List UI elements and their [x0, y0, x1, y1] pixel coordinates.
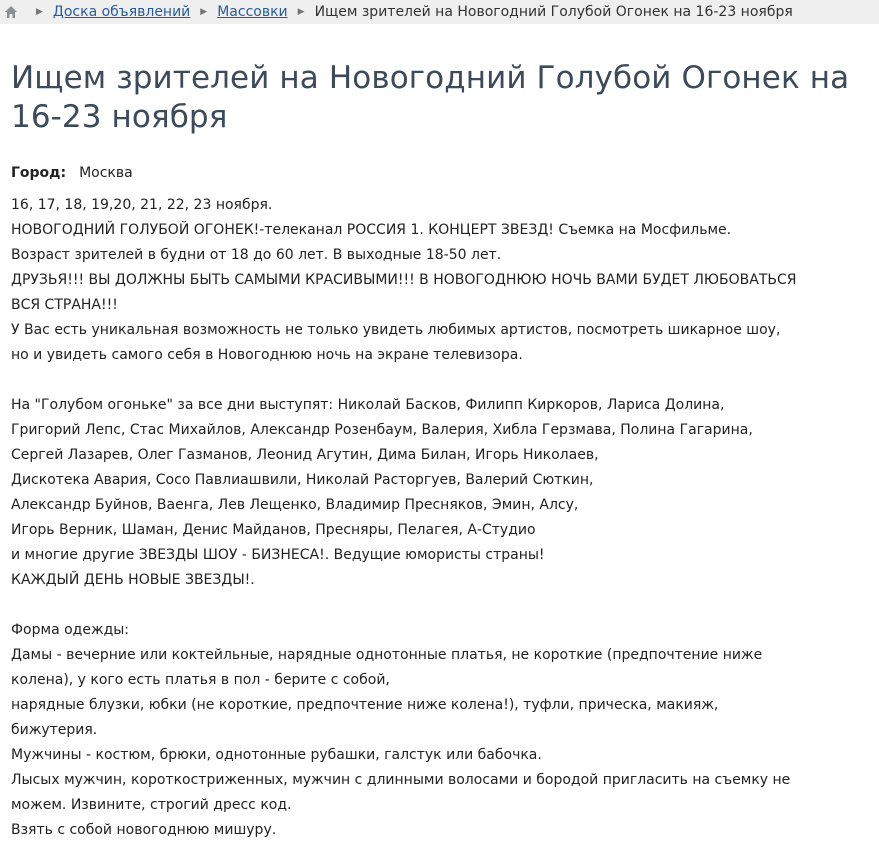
text-line: Мужчины - костюм, брюки, однотонные рубашки, галстук или бабочка. — [11, 747, 542, 763]
text-line: Лысых мужчин, короткостриженных, мужчин с длинными волосами и бородой пригласить на съемку не — [11, 772, 791, 788]
breadcrumb-separator-icon: ▶ — [297, 7, 305, 17]
page-title-line: Ищем зрителей на Новогодний Голубой Огонек на — [11, 60, 850, 96]
text-line: Григорий Лепс, Стас Михайлов, Александр Розенбаум, Валерия, Хибла Герзмава, Полина Гагарина, — [11, 422, 753, 438]
city-value: Москва — [79, 165, 133, 181]
breadcrumb — [0, 0, 879, 24]
breadcrumb-link-board[interactable]: Доска объявлений — [52, 4, 191, 20]
breadcrumb-separator-icon: ▶ — [200, 7, 208, 17]
text-line: На "Голубом огоньке" за все дни выступят: Николай Басков, Филипп Киркоров, Лариса Долина, — [11, 397, 725, 413]
text-line: У Вас есть уникальная возможность не только увидеть любимых артистов, посмотреть шикарное шоу, — [11, 322, 781, 338]
breadcrumb-link-crowd[interactable]: Массовки — [217, 4, 288, 20]
text-line: НОВОГОДНИЙ ГОЛУБОЙ ОГОНЕК!-телеканал РОССИЯ 1. КОНЦЕРТ ЗВЕЗД! Съемка на Мосфильме. — [11, 222, 732, 238]
text-line: Форма одежды: — [11, 622, 130, 638]
text-line: Дамы - вечерние или коктейльные, нарядные однотонные платья, не короткие (предпочтение ниже — [11, 647, 763, 663]
paragraph-gap — [11, 593, 868, 618]
text-line: и многие другие ЗВЕЗДЫ ШОУ - БИЗНЕСА!. Ведущие юмористы страны! — [11, 547, 545, 563]
text-line: Возраст зрителей в будни от 18 до 60 лет. В выходные 18-50 лет. — [11, 247, 502, 263]
text-line: 16, 17, 18, 19,20, 21, 22, 23 ноября. — [11, 197, 273, 213]
text-line: Игорь Верник, Шаман, Денис Майданов, Пресняры, Пелагея, А-Студио — [11, 522, 536, 538]
city-row — [0, 137, 879, 185]
text-line: Взять с собой новогоднюю мишуру. — [11, 822, 277, 838]
text-line: ВСЯ СТРАНА!!! — [11, 297, 118, 313]
breadcrumb-separator-icon: ▶ — [36, 7, 43, 17]
paragraph-gap — [11, 368, 868, 393]
text-line: Сергей Лазарев, Олег Газманов, Леонид Агутин, Дима Билан, Игорь Николаев, — [11, 447, 599, 463]
ad-description — [0, 185, 879, 843]
text-line: можем. Извините, строгий дресс код. — [11, 797, 292, 813]
home-icon[interactable] — [4, 5, 18, 19]
page-title-line: 16-23 ноября — [11, 99, 228, 135]
city-label: Город: — [11, 165, 67, 181]
text-line: Дискотека Авария, Сосо Павлиашвили, Николай Расторгуев, Валерий Сюткин, — [11, 472, 594, 488]
breadcrumb-current: Ищем зрителей на Новогодний Голубой Огонек на 16-23 ноября — [314, 4, 793, 20]
text-line: КАЖДЫЙ ДЕНЬ НОВЫЕ ЗВЕЗДЫ!. — [11, 572, 255, 588]
text-line: нарядные блузки, юбки (не короткие, предпочтение ниже колена!), туфли, прическа, макияж, — [11, 697, 719, 713]
text-line: ДРУЗЬЯ!!! ВЫ ДОЛЖНЫ БЫТЬ САМЫМИ КРАСИВЫМИ!!! В НОВОГОДНЮЮ НОЧЬ ВАМИ БУДЕТ ЛЮБОВАТЬСЯ — [11, 272, 797, 288]
text-line: бижутерия. — [11, 722, 98, 738]
text-line: но и увидеть самого себя в Новогоднюю ночь на экране телевизора. — [11, 347, 523, 363]
page-title — [0, 24, 879, 137]
text-line: колена), у кого есть платья в пол - берите с собой, — [11, 672, 390, 688]
text-line: Александр Буйнов, Ваенга, Лев Лещенко, Владимир Пресняков, Эмин, Алсу, — [11, 497, 579, 513]
